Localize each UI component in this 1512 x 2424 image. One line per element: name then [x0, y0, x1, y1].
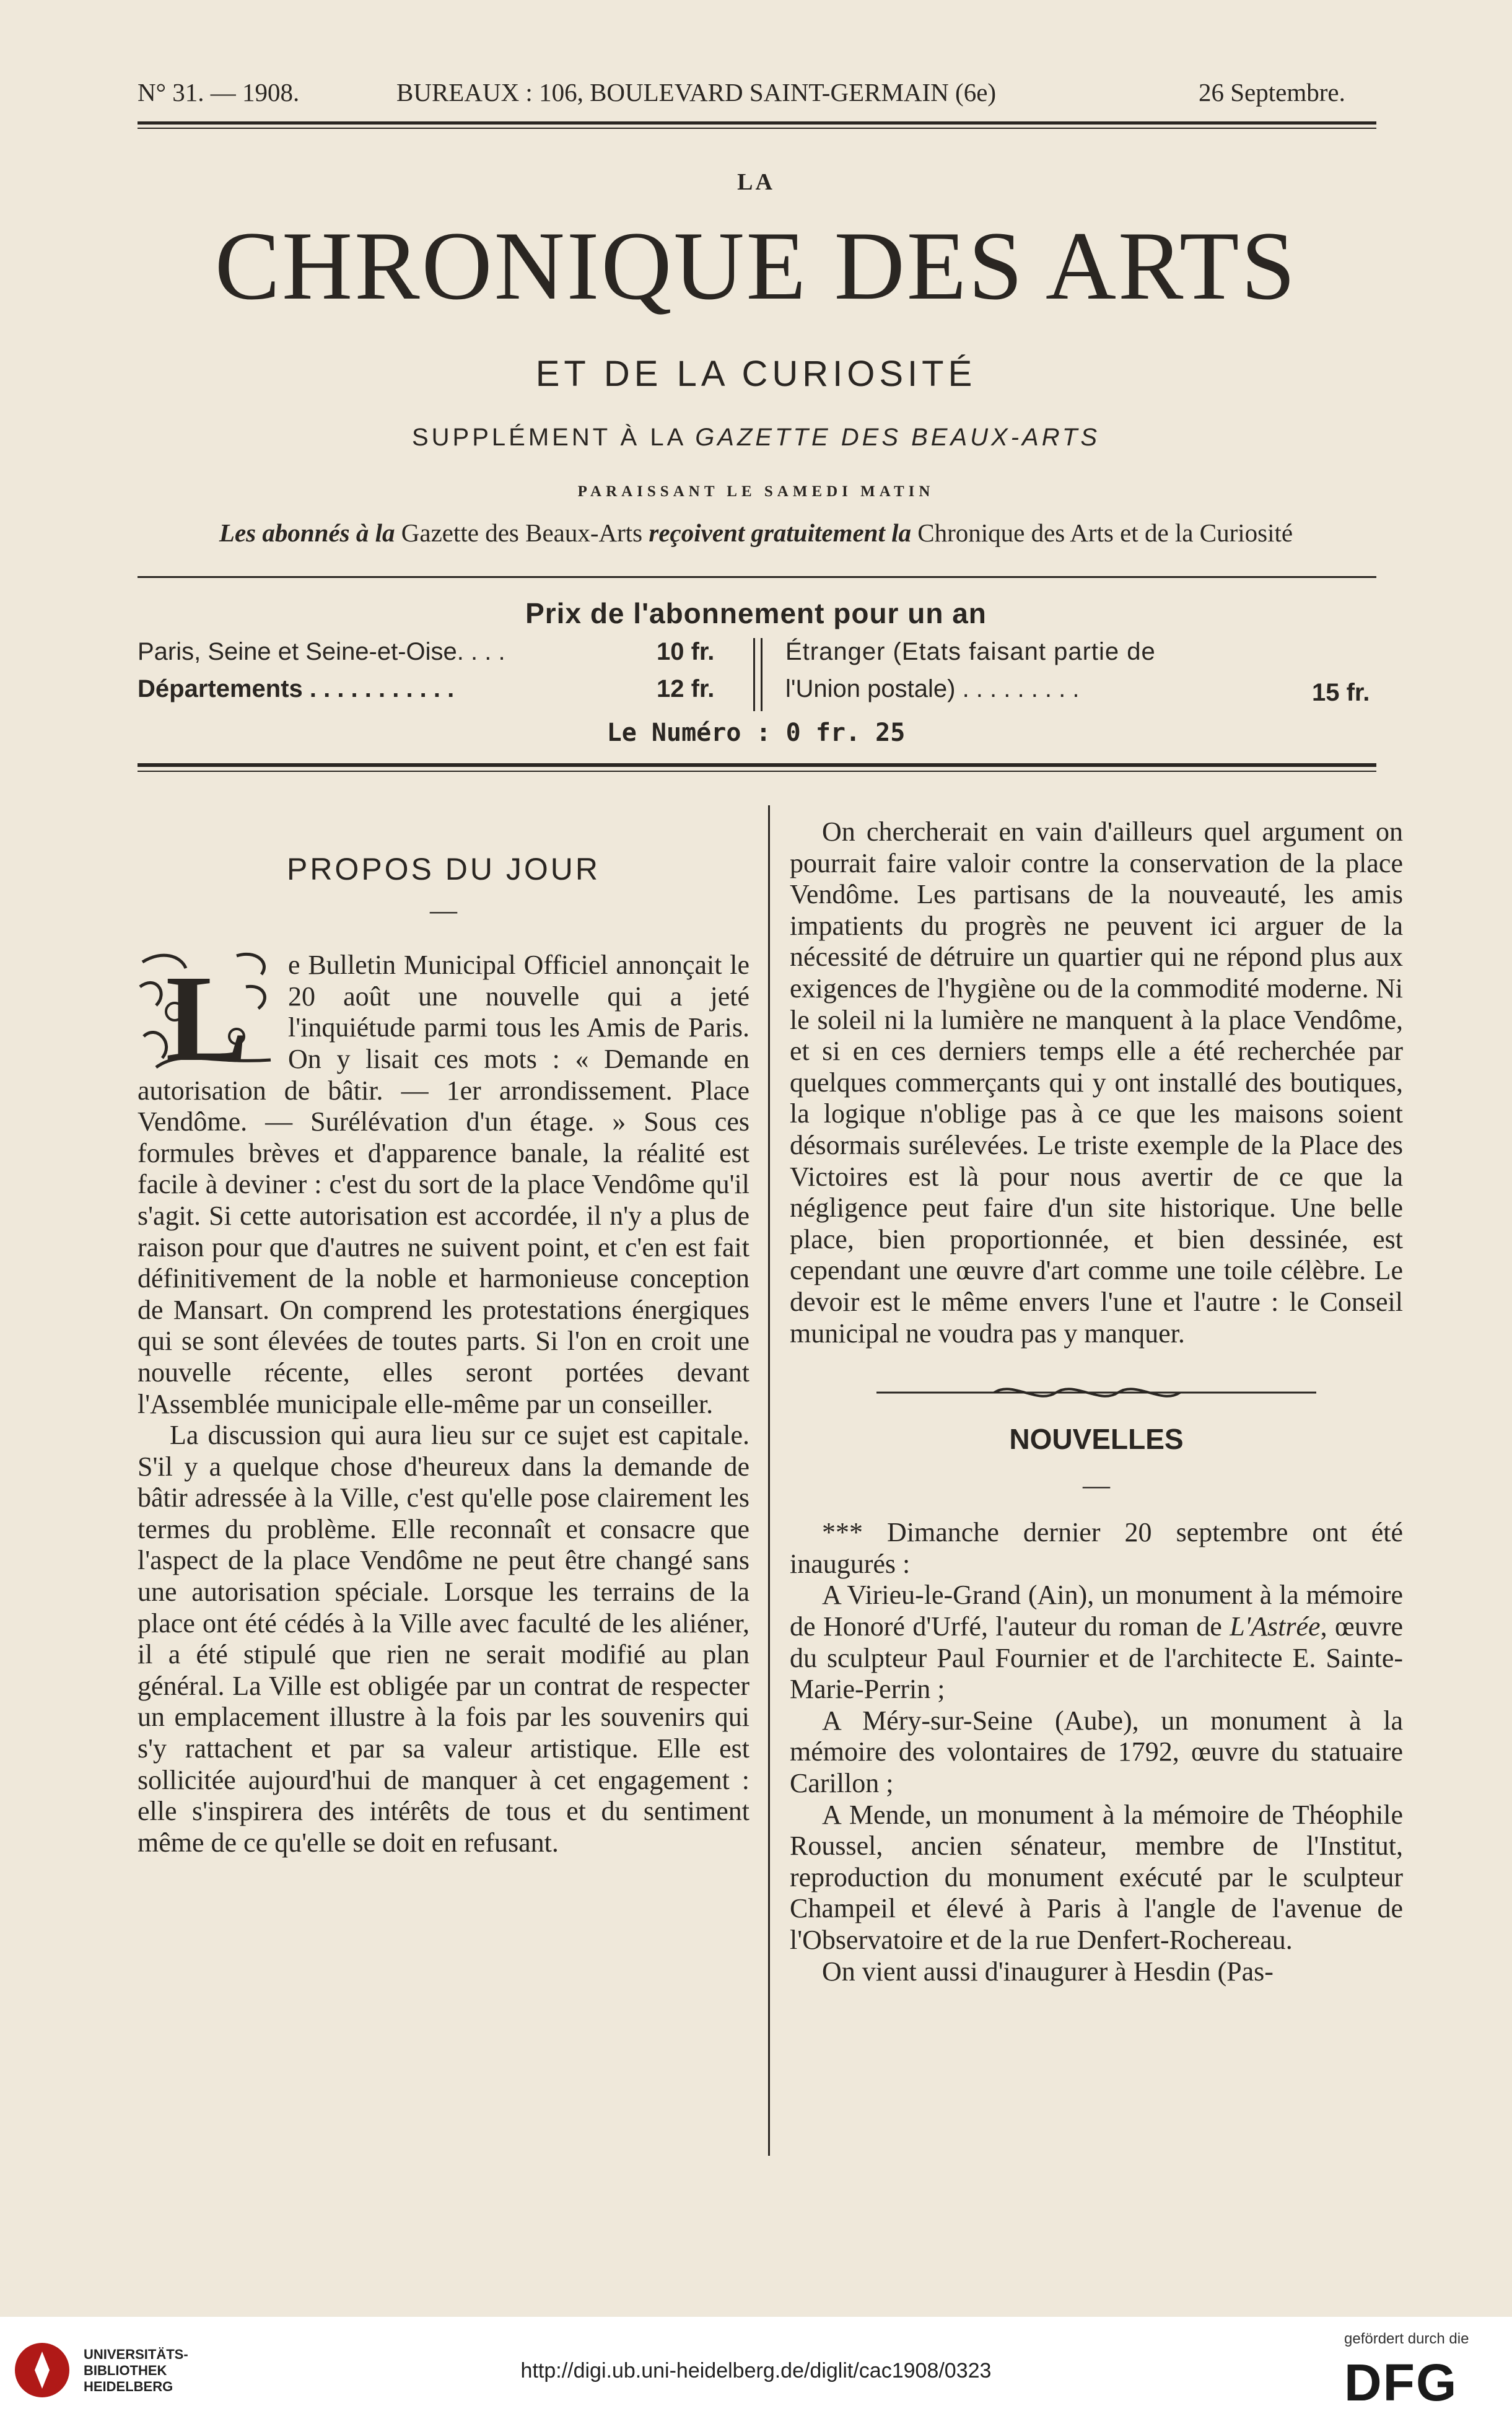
propos-heading: PROPOS DU JOUR	[286, 852, 601, 886]
subscribers-c: reçoivent gratuitement la	[649, 518, 912, 547]
digitization-footer	[0, 2317, 1512, 2424]
nouvelles-paragraph-3: A Méry-sur-Seine (Aube), un monument à la mémoire des volontaires de 1792, œuvre du statuaire Carillon ;	[790, 1705, 1403, 1799]
issue-date: 26 Septembre.	[1199, 78, 1345, 107]
box-rule-thin	[138, 771, 1376, 772]
masthead-subtitle: ET DE LA CURIOSITÉ	[535, 354, 977, 394]
supplement-gazette: GAZETTE DES BEAUX-ARTS	[695, 424, 1100, 451]
propos-paragraph-1: e Bulletin Municipal Officiel annonçait le 20 août une nouvelle qui a jeté l'inquiétude parmi tous les Amis de Paris. On y lisait ces mots : « Demande en autorisation de bâtir. — 1er arrondissement. Place Vendôme. — Surélévation d'un étage. » Sous ces formules brèves et d'apparence banale, la réalité est facile à deviner : c'est du sort de la place Vendôme qu'il s'agit. Si cette autorisation est accordée, il n'y a plus de raison pour que d'autres ne suivent point, et c'en est fait définitivement de la noble et harmonieuse conception de Mansart. On comprend les protestations énergiques qui se sont élevées de toutes parts. Si l'on en croit une nouvelle récente, elles seront portées devant l'Assemblée municipale elle-même par un conseiller.	[138, 950, 749, 1419]
departements-price: 12 fr.	[657, 675, 715, 702]
subscribers-a: Les abonnés à la	[219, 518, 395, 547]
ornamental-dropcap-icon	[138, 950, 277, 1072]
nouvelles-paragraph-2	[790, 1580, 1403, 1705]
subscription-divider-b	[761, 638, 763, 711]
box-rule	[138, 763, 1376, 767]
nouvelles-paragraph-1: *** Dimanche dernier 20 septembre ont été inaugurés :	[790, 1517, 1403, 1579]
propos-paragraph-3: On chercherait en vain d'ailleurs quel argument on pourrait faire valoir contre la conservation de la place Vendôme. Les partisans de la nouveauté, les amis impatients du progrès ne peuvent ici arguer de la nécessité de détruire un quartier qui ne répond plus aux exigences de l'hygiène ou de la commodité moderne. Ni le soleil ni la lumière ne manquent à la place Vendôme, et si en ces derniers temps elle a été recherchée par quelques commerçants qui y ont installé des boutiques, la logique n'oblige pas à ce que les maisons soient désormais surélevées. Le triste exemple de la Place des Victoires est là pour nous avertir de ce que la négligence peut faire d'un site historique. Une belle place, bien proportionnée, et bien dessinée, est cependant une œuvre d'art comme une toile célèbre. Le devoir est le même envers l'une et l'autre : le Conseil municipal ne voudra pas y manquer.	[790, 816, 1403, 1349]
svg-text:L: L	[165, 950, 248, 1073]
paris-price: 10 fr.	[657, 638, 715, 665]
column-divider	[768, 805, 770, 2156]
masthead-title: CHRONIQUE DES ARTS	[214, 212, 1298, 320]
nouvelles-paragraph-5: On vient aussi d'inaugurer à Hesdin (Pas-	[822, 1956, 1274, 1987]
masthead-rule	[138, 576, 1376, 578]
astree-title: L'Astrée	[1230, 1611, 1321, 1642]
funded-by-text: gefördert durch die	[1344, 2330, 1469, 2347]
header-rule	[138, 121, 1376, 125]
permalink-url[interactable]: http://digi.ub.uni-heidelberg.de/diglit/cac1908/0323	[520, 2359, 992, 2382]
library-line-3: HEIDELBERG	[84, 2379, 173, 2394]
subscribers-d: Chronique des Arts et de la Curiosité	[917, 518, 1293, 547]
nouvelles-dash: —	[1083, 1469, 1110, 1500]
issue-number: N° 31. — 1908.	[138, 78, 300, 107]
subscribers-b: Gazette des Beaux-Arts	[401, 518, 643, 547]
foreign-line-1: Étranger (Etats faisant partie de	[785, 638, 1156, 665]
nouvelles-p2-text-a: A Virieu-le-Grand (Ain), un monument à la mémoire de Honoré d'Urfé, l'auteur du roman de	[790, 1580, 1403, 1642]
masthead-la: LA	[737, 169, 775, 195]
propos-paragraph-2: La discussion qui aura lieu sur ce sujet est capitale. S'il y a quelque chose d'heureux dans la demande de bâtir adressée à la Ville, c'est qu'elle pose clairement les termes du problème. Elle reconnaît et consacre que l'aspect de la place Vendôme ne peut être changé sans une autorisation spéciale. Lorsque les terrains de la place ont été cédés à la Ville avec faculté de les aliéner, il a été stipulé que rien ne serait modifié au plan général. La Ville est obligée par un contrat de respecter un emplacement illustre à la fois par les souvenirs qui s'y rattachent et par sa valeur artistique. Elle est sollicitée aujourd'hui de manquer à cet engagement : elle s'inspirera des intérêts de tous et du sentiment même de ce qu'elle se doit en refusant.	[138, 1420, 749, 1858]
nouvelles-p2-text-b: , œuvre du sculpteur Paul Fournier et de l'architecte E. Sainte-Marie-Perrin ;	[790, 1611, 1403, 1705]
left-column	[138, 824, 749, 1858]
supplement-line	[0, 424, 1512, 452]
foreign-line-2: l'Union postale) . . . . . . . . .	[785, 675, 1080, 702]
subscription-divider-a	[753, 638, 755, 711]
library-line-2: BIBLIOTHEK	[84, 2363, 167, 2378]
office-address: BUREAUX : 106, BOULEVARD SAINT-GERMAIN (6e)	[396, 78, 997, 107]
subscription-heading: Prix de l'abonnement pour un an	[525, 597, 987, 629]
ornamental-divider-icon	[790, 1374, 1403, 1411]
foreign-price: 15 fr.	[1312, 679, 1370, 706]
paris-label: Paris, Seine et Seine-et-Oise. . . .	[138, 638, 505, 665]
dfg-logo: DFG	[1344, 2353, 1458, 2412]
nouvelles-heading: NOUVELLES	[1009, 1423, 1184, 1456]
library-line-1: UNIVERSITÄTS-	[84, 2347, 188, 2362]
propos-dash: —	[430, 895, 457, 925]
publication-frequency: PARAISSANT LE SAMEDI MATIN	[577, 483, 935, 500]
header-rule-thin	[138, 128, 1376, 129]
supplement-prefix: SUPPLÉMENT À LA	[411, 424, 686, 451]
single-issue-price: Le Numéro : 0 fr. 25	[606, 719, 906, 747]
nouvelles-paragraph-4: A Mende, un monument à la mémoire de Théophile Roussel, ancien sénateur, membre de l'Institut, reproduction du monument exécuté par le sculpteur Champeil et élevé à Paris à l'angle de l'avenue de l'Observatoire et de la rue Denfert-Rochereau.	[790, 1799, 1403, 1955]
right-column	[790, 816, 1403, 1987]
departements-label: Départements . . . . . . . . . . .	[138, 675, 455, 702]
subscribers-note	[0, 518, 1512, 548]
